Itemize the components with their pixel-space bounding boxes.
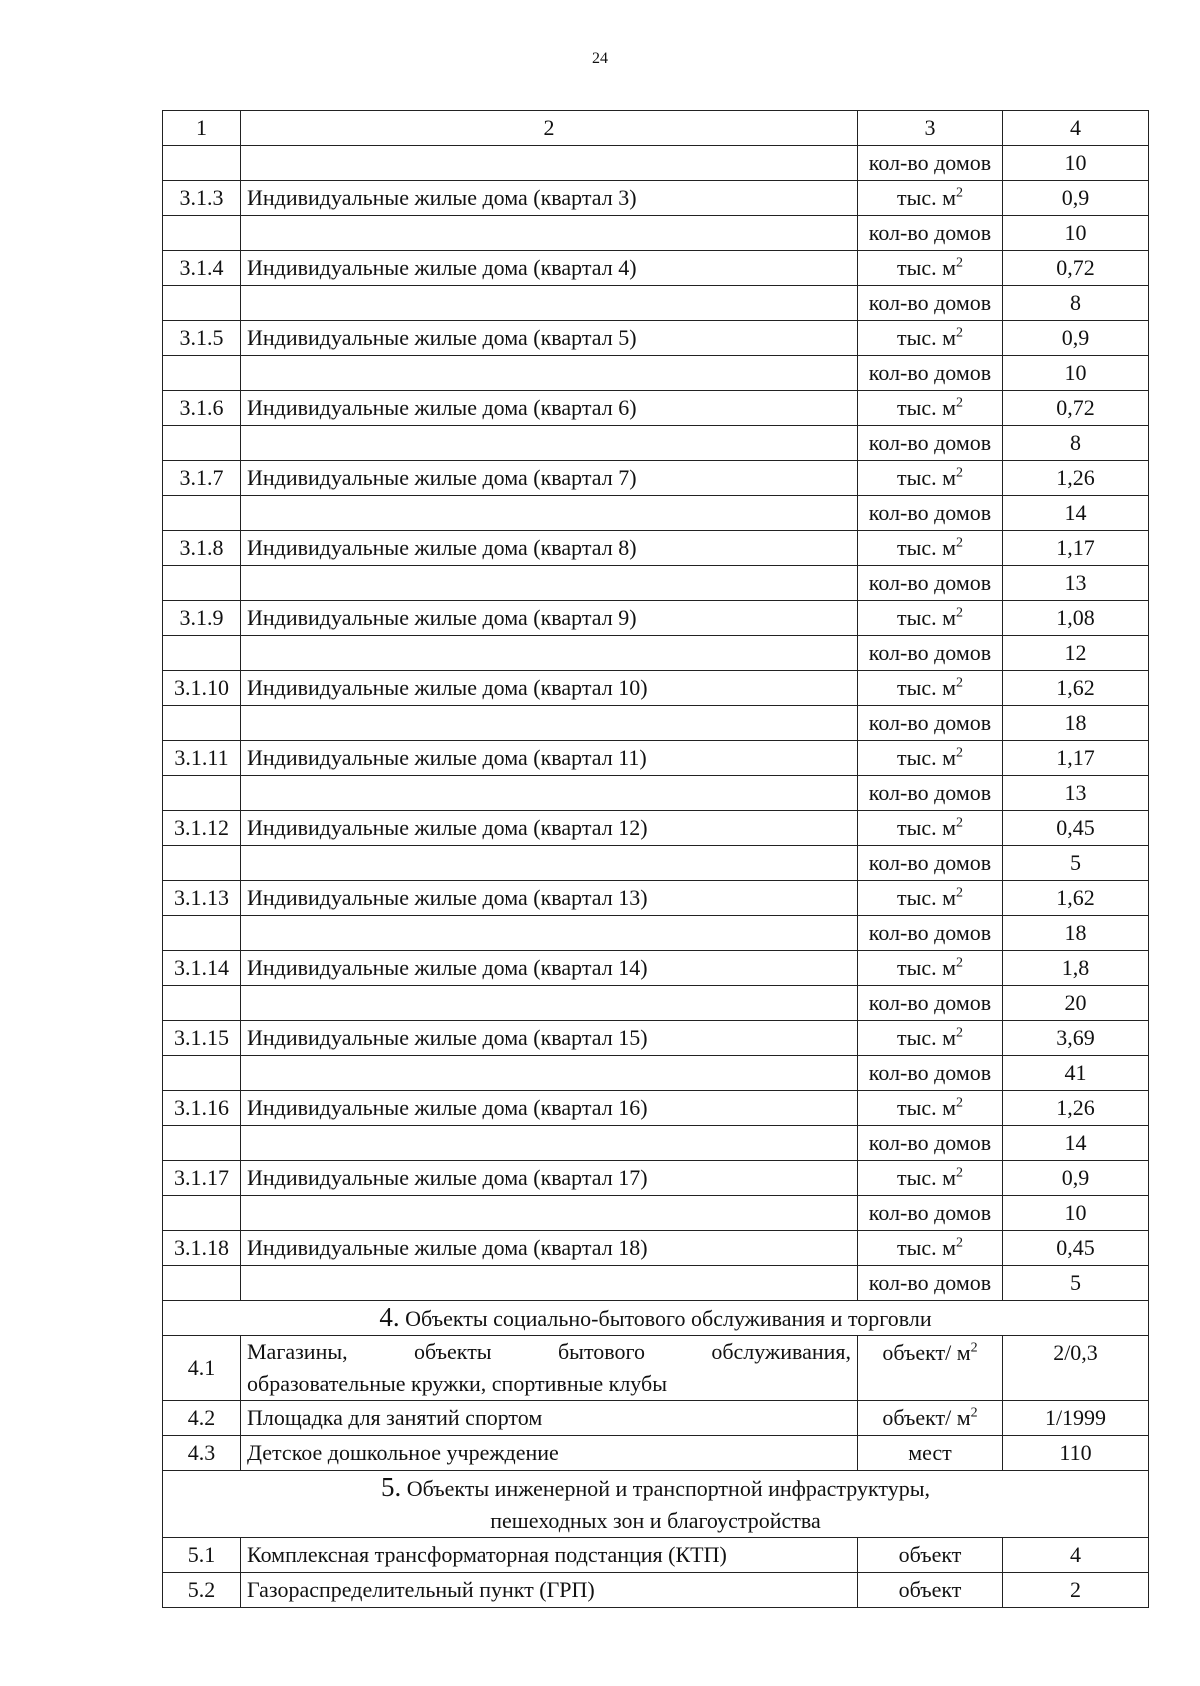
row-number: 4.2: [163, 1401, 241, 1436]
row-number: [163, 146, 241, 181]
row-value: 5: [1003, 846, 1149, 881]
row-name: [241, 426, 858, 461]
row-number: [163, 706, 241, 741]
row-name: [241, 1126, 858, 1161]
row-unit: тыс. $м^2$: [858, 1021, 1003, 1056]
table-row: [163, 496, 1149, 531]
row-value: 13: [1003, 566, 1149, 601]
row-number: 3.1.13: [163, 881, 241, 916]
row-name: [241, 1266, 858, 1301]
row-number: [163, 426, 241, 461]
table-row: [163, 951, 1149, 986]
column-header: 1: [163, 111, 241, 146]
row-unit: кол-во домов: [858, 1126, 1003, 1161]
table-row: [163, 1056, 1149, 1091]
row-name: Индивидуальные жилые дома (квартал 3): [241, 181, 858, 216]
row-name: [241, 1196, 858, 1231]
table-row: [163, 1436, 1149, 1471]
row-value: 1,26: [1003, 461, 1149, 496]
row-number: [163, 1266, 241, 1301]
row-name: [241, 356, 858, 391]
section-5-heading: [163, 1471, 1149, 1538]
page-number: 24: [592, 50, 608, 67]
table-row: [163, 881, 1149, 916]
row-value: 0,9: [1003, 1161, 1149, 1196]
row-name: [241, 846, 858, 881]
row-name: Индивидуальные жилые дома (квартал 4): [241, 251, 858, 286]
row-name: [241, 146, 858, 181]
row-value: 8: [1003, 426, 1149, 461]
row-name: [241, 916, 858, 951]
table-row: [163, 986, 1149, 1021]
row-name: [241, 216, 858, 251]
table-row: [163, 1266, 1149, 1301]
row-value: 4: [1003, 1538, 1149, 1573]
row-value: 14: [1003, 1126, 1149, 1161]
row-number: 3.1.9: [163, 601, 241, 636]
row-unit: мест: [858, 1436, 1003, 1471]
row-name: Индивидуальные жилые дома (квартал 11): [241, 741, 858, 776]
row-unit: тыс. $м^2$: [858, 881, 1003, 916]
row-value: 0,45: [1003, 1231, 1149, 1266]
row-number: 3.1.7: [163, 461, 241, 496]
row-value: 1,62: [1003, 671, 1149, 706]
table-row: [163, 216, 1149, 251]
row-name: [241, 636, 858, 671]
row-name-line: образовательные кружки, спортивные клубы: [247, 1371, 667, 1396]
section-title-line: пешеходных зон и благоустройства: [490, 1508, 821, 1533]
row-value: 1,62: [1003, 881, 1149, 916]
row-name: Индивидуальные жилые дома (квартал 16): [241, 1091, 858, 1126]
row-value: 2/0,3: [1003, 1336, 1149, 1401]
row-name: Газораспределительный пункт (ГРП): [241, 1573, 858, 1608]
row-number: 4.1: [163, 1336, 241, 1401]
row-name: Индивидуальные жилые дома (квартал 12): [241, 811, 858, 846]
row-value: 1,17: [1003, 531, 1149, 566]
section-title-line: Объекты инженерной и транспортной инфраструктуры,: [406, 1476, 931, 1501]
row-name: Индивидуальные жилые дома (квартал 5): [241, 321, 858, 356]
row-number: [163, 776, 241, 811]
table-row: [163, 356, 1149, 391]
row-name: [241, 1336, 858, 1401]
row-number: 3.1.4: [163, 251, 241, 286]
table-row: [163, 601, 1149, 636]
row-unit: тыс. $м^2$: [858, 321, 1003, 356]
table-row: [163, 531, 1149, 566]
row-number: 5.1: [163, 1538, 241, 1573]
row-unit: тыс. $м^2$: [858, 671, 1003, 706]
table-row: [163, 1196, 1149, 1231]
column-header: 3: [858, 111, 1003, 146]
section-title: Объекты социально-бытового обслуживания и торговли: [405, 1306, 932, 1331]
row-unit: кол-во домов: [858, 1266, 1003, 1301]
row-value: 10: [1003, 356, 1149, 391]
row-unit: тыс. $м^2$: [858, 181, 1003, 216]
row-name: [241, 496, 858, 531]
row-value: 10: [1003, 216, 1149, 251]
row-unit: объект: [858, 1573, 1003, 1608]
table-row: [163, 1401, 1149, 1436]
row-value: 0,9: [1003, 321, 1149, 356]
row-unit: кол-во домов: [858, 426, 1003, 461]
row-value: 41: [1003, 1056, 1149, 1091]
row-unit: объект/ $м^2$: [858, 1401, 1003, 1436]
row-number: 3.1.10: [163, 671, 241, 706]
row-number: [163, 986, 241, 1021]
row-name: [241, 1056, 858, 1091]
row-name: Детское дошкольное учреждение: [241, 1436, 858, 1471]
table-row: [163, 1021, 1149, 1056]
table-row: [163, 846, 1149, 881]
row-number: 3.1.12: [163, 811, 241, 846]
row-name: [241, 286, 858, 321]
row-value: 1,17: [1003, 741, 1149, 776]
row-value: 0,72: [1003, 251, 1149, 286]
row-number: 3.1.15: [163, 1021, 241, 1056]
row-unit: тыс. $м^2$: [858, 811, 1003, 846]
row-name: Индивидуальные жилые дома (квартал 17): [241, 1161, 858, 1196]
table-row: [163, 1161, 1149, 1196]
row-name: Индивидуальные жилые дома (квартал 9): [241, 601, 858, 636]
row-number: [163, 916, 241, 951]
table-row: [163, 566, 1149, 601]
section-4-heading: [163, 1301, 1149, 1336]
row-number: [163, 496, 241, 531]
row-value: 20: [1003, 986, 1149, 1021]
row-unit: кол-во домов: [858, 1196, 1003, 1231]
row-unit: кол-во домов: [858, 356, 1003, 391]
row-unit: кол-во домов: [858, 706, 1003, 741]
row-unit: кол-во домов: [858, 916, 1003, 951]
column-header: 4: [1003, 111, 1149, 146]
row-number: 4.3: [163, 1436, 241, 1471]
row-name: Комплексная трансформаторная подстанция (КТП): [241, 1538, 858, 1573]
table-row: [163, 146, 1149, 181]
row-value: 14: [1003, 496, 1149, 531]
row-number: 3.1.18: [163, 1231, 241, 1266]
row-value: 18: [1003, 916, 1149, 951]
row-number: [163, 1056, 241, 1091]
row-unit: кол-во домов: [858, 566, 1003, 601]
row-number: 3.1.16: [163, 1091, 241, 1126]
row-unit: тыс. $м^2$: [858, 1091, 1003, 1126]
row-value: 0,9: [1003, 181, 1149, 216]
row-value: 5: [1003, 1266, 1149, 1301]
row-unit: тыс. $м^2$: [858, 601, 1003, 636]
row-unit: тыс. $м^2$: [858, 461, 1003, 496]
row-number: 3.1.6: [163, 391, 241, 426]
housing-rows: [163, 146, 1149, 1301]
row-value: 0,45: [1003, 811, 1149, 846]
table-row: [163, 1231, 1149, 1266]
row-unit: кол-во домов: [858, 776, 1003, 811]
section-number: 5.: [380, 1472, 402, 1502]
row-number: 3.1.17: [163, 1161, 241, 1196]
data-table: [162, 110, 1149, 1608]
row-value: 1,26: [1003, 1091, 1149, 1126]
section-number: 4.: [379, 1302, 400, 1332]
row-name: [241, 776, 858, 811]
row-number: [163, 566, 241, 601]
table-row: [163, 251, 1149, 286]
section-5-heading-row: [163, 1471, 1149, 1538]
table-row: [163, 1573, 1149, 1608]
row-value: 1,08: [1003, 601, 1149, 636]
row-number: 3.1.8: [163, 531, 241, 566]
row-unit: тыс. $м^2$: [858, 391, 1003, 426]
row-number: 3.1.3: [163, 181, 241, 216]
row-name: Индивидуальные жилые дома (квартал 18): [241, 1231, 858, 1266]
row-value: 10: [1003, 146, 1149, 181]
row-unit: тыс. $м^2$: [858, 251, 1003, 286]
row-unit: тыс. $м^2$: [858, 1231, 1003, 1266]
table-row: [163, 671, 1149, 706]
row-unit: кол-во домов: [858, 146, 1003, 181]
row-unit: тыс. $м^2$: [858, 951, 1003, 986]
row-name: Площадка для занятий спортом: [241, 1401, 858, 1436]
row-number: 5.2: [163, 1573, 241, 1608]
table-row: [163, 1091, 1149, 1126]
row-name: [241, 706, 858, 741]
row-unit: кол-во домов: [858, 216, 1003, 251]
row-value: 13: [1003, 776, 1149, 811]
row-unit: тыс. $м^2$: [858, 531, 1003, 566]
row-unit: объект/ $м^2$: [858, 1336, 1003, 1401]
table-row: [163, 706, 1149, 741]
row-name: Индивидуальные жилые дома (квартал 14): [241, 951, 858, 986]
row-name-line: Магазины, объекты бытового обслуживания,: [247, 1339, 851, 1364]
row-value: 12: [1003, 636, 1149, 671]
row-name: Индивидуальные жилые дома (квартал 13): [241, 881, 858, 916]
row-unit: тыс. $м^2$: [858, 1161, 1003, 1196]
table-row: [163, 1538, 1149, 1573]
row-value: 1/1999: [1003, 1401, 1149, 1436]
row-unit: кол-во домов: [858, 286, 1003, 321]
row-number: 3.1.14: [163, 951, 241, 986]
row-value: 110: [1003, 1436, 1149, 1471]
row-number: [163, 356, 241, 391]
table-row: [163, 1126, 1149, 1161]
row-name: [241, 986, 858, 1021]
table-row: [163, 776, 1149, 811]
table-row: [163, 916, 1149, 951]
row-unit: объект: [858, 1538, 1003, 1573]
row-value: 2: [1003, 1573, 1149, 1608]
table-row: [163, 811, 1149, 846]
row-unit: тыс. $м^2$: [858, 741, 1003, 776]
row-name: [241, 566, 858, 601]
table-row: [163, 321, 1149, 356]
table-row: [163, 426, 1149, 461]
row-unit: кол-во домов: [858, 1056, 1003, 1091]
row-name: Индивидуальные жилые дома (квартал 10): [241, 671, 858, 706]
row-unit: кол-во домов: [858, 846, 1003, 881]
row-number: [163, 216, 241, 251]
row-value: 10: [1003, 1196, 1149, 1231]
row-name: Индивидуальные жилые дома (квартал 8): [241, 531, 858, 566]
row-number: [163, 286, 241, 321]
row-value: 1,8: [1003, 951, 1149, 986]
row-unit: кол-во домов: [858, 496, 1003, 531]
row-unit: кол-во домов: [858, 636, 1003, 671]
column-header: 2: [241, 111, 858, 146]
row-name: Индивидуальные жилые дома (квартал 7): [241, 461, 858, 496]
row-number: [163, 846, 241, 881]
table-row: [163, 286, 1149, 321]
row-unit: кол-во домов: [858, 986, 1003, 1021]
row-value: 3,69: [1003, 1021, 1149, 1056]
row-number: 3.1.5: [163, 321, 241, 356]
table-row: [163, 391, 1149, 426]
row-value: 0,72: [1003, 391, 1149, 426]
row-value: 8: [1003, 286, 1149, 321]
table-row: [163, 636, 1149, 671]
table-row: [163, 1336, 1149, 1401]
row-name: Индивидуальные жилые дома (квартал 6): [241, 391, 858, 426]
row-number: [163, 636, 241, 671]
row-number: 3.1.11: [163, 741, 241, 776]
table-row: [163, 461, 1149, 496]
row-number: [163, 1126, 241, 1161]
row-number: [163, 1196, 241, 1231]
table-row: [163, 181, 1149, 216]
row-name: Индивидуальные жилые дома (квартал 15): [241, 1021, 858, 1056]
table-row: [163, 741, 1149, 776]
section-4-heading-row: [163, 1301, 1149, 1336]
table-header-row: [163, 111, 1149, 146]
row-value: 18: [1003, 706, 1149, 741]
